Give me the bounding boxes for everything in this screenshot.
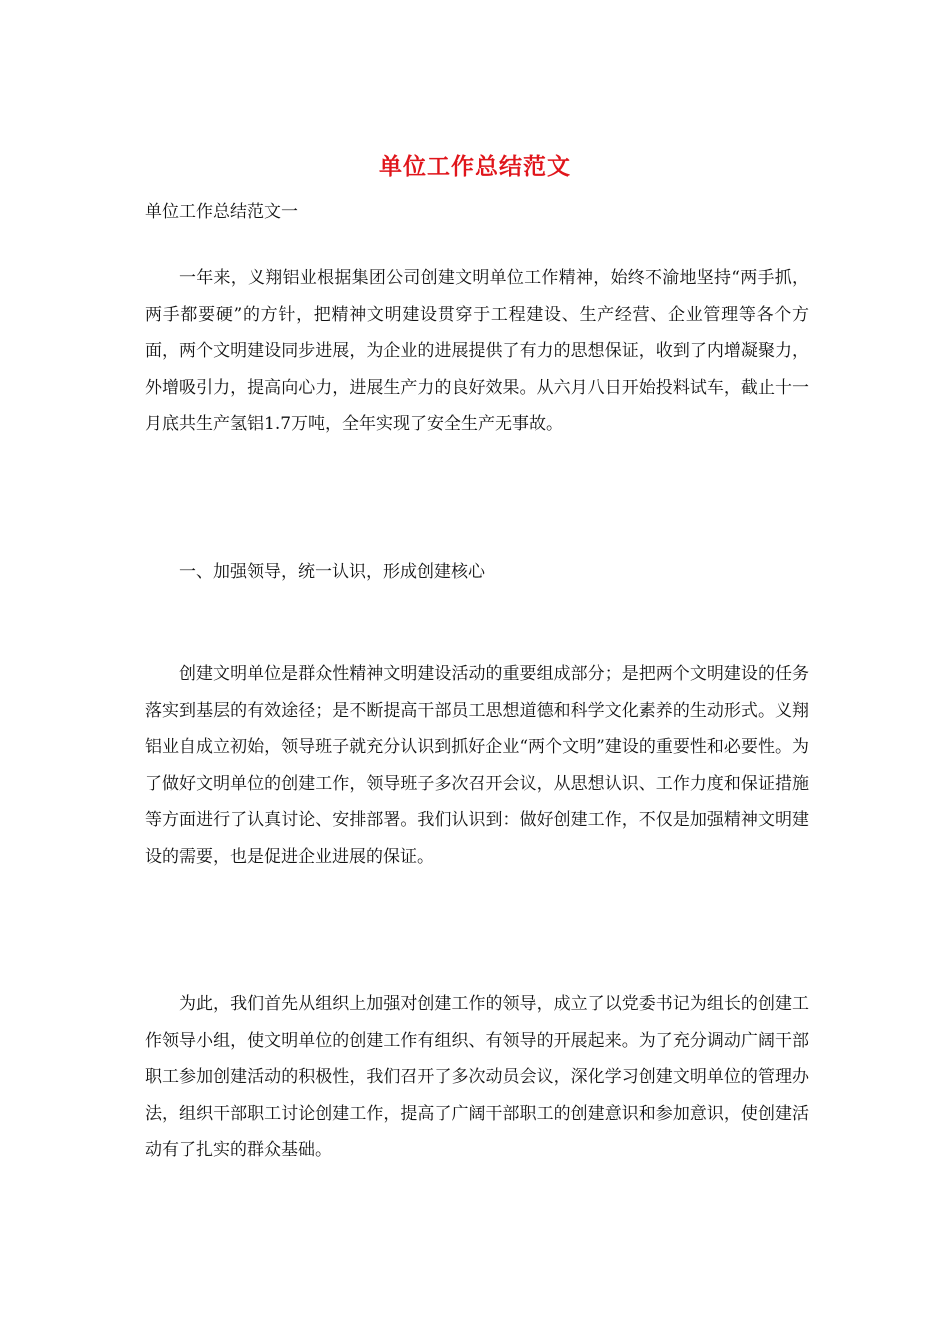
section-heading: 一、加强领导，统一认识，形成创建核心 (179, 562, 485, 582)
body-paragraph: 为此，我们首先从组织上加强对创建工作的领导，成立了以党委书记为组长的创建工作领导小组，使文明单位的创建工作有组织、有领导的开展起来。为了充分调动广阔干部职工参加创建活动的积极性，我们召开了多次动员会议，深化学习创建文明单位的管理办法，组织干部职工讨论创建工作，提高了广阔干部职工的创建意识和参加意识，使创建活动有了扎实的群众基础。 (145, 994, 809, 1160)
body-paragraph: 创建文明单位是群众性精神文明建设活动的重要组成部分；是把两个文明建设的任务落实到基层的有效途径；是不断提高干部员工思想道德和科学文化素养的生动形式。义翔铝业自成立初始，领导班子就充分认识到抓好企业“两个文明”建设的重要性和必要性。为了做好文明单位的创建工作，领导班子多次召开会议，从思想认识、工作力度和保证措施等方面进行了认真讨论、安排部署。我们认识到：做好创建工作，不仅是加强精神文明建设的需要，也是促进企业进展的保证。 (145, 664, 809, 867)
body-paragraph: 一年来，义翔铝业根据集团公司创建文明单位工作精神，始终不渝地坚持“两手抓，两手都要硬”的方针，把精神文明建设贯穿于工程建设、生产经营、企业管理等各个方面，两个文明建设同步进展，为企业的进展提供了有力的思想保证，收到了内增凝聚力，外增吸引力，提高向心力，进展生产力的良好效果。从六月八日开始投料试车，截止十一月底共生产氢铝1.7万吨，全年实现了安全生产无事故。 (145, 268, 809, 434)
document-title: 单位工作总结范文 (379, 153, 571, 180)
document-subtitle: 单位工作总结范文一 (145, 202, 298, 222)
